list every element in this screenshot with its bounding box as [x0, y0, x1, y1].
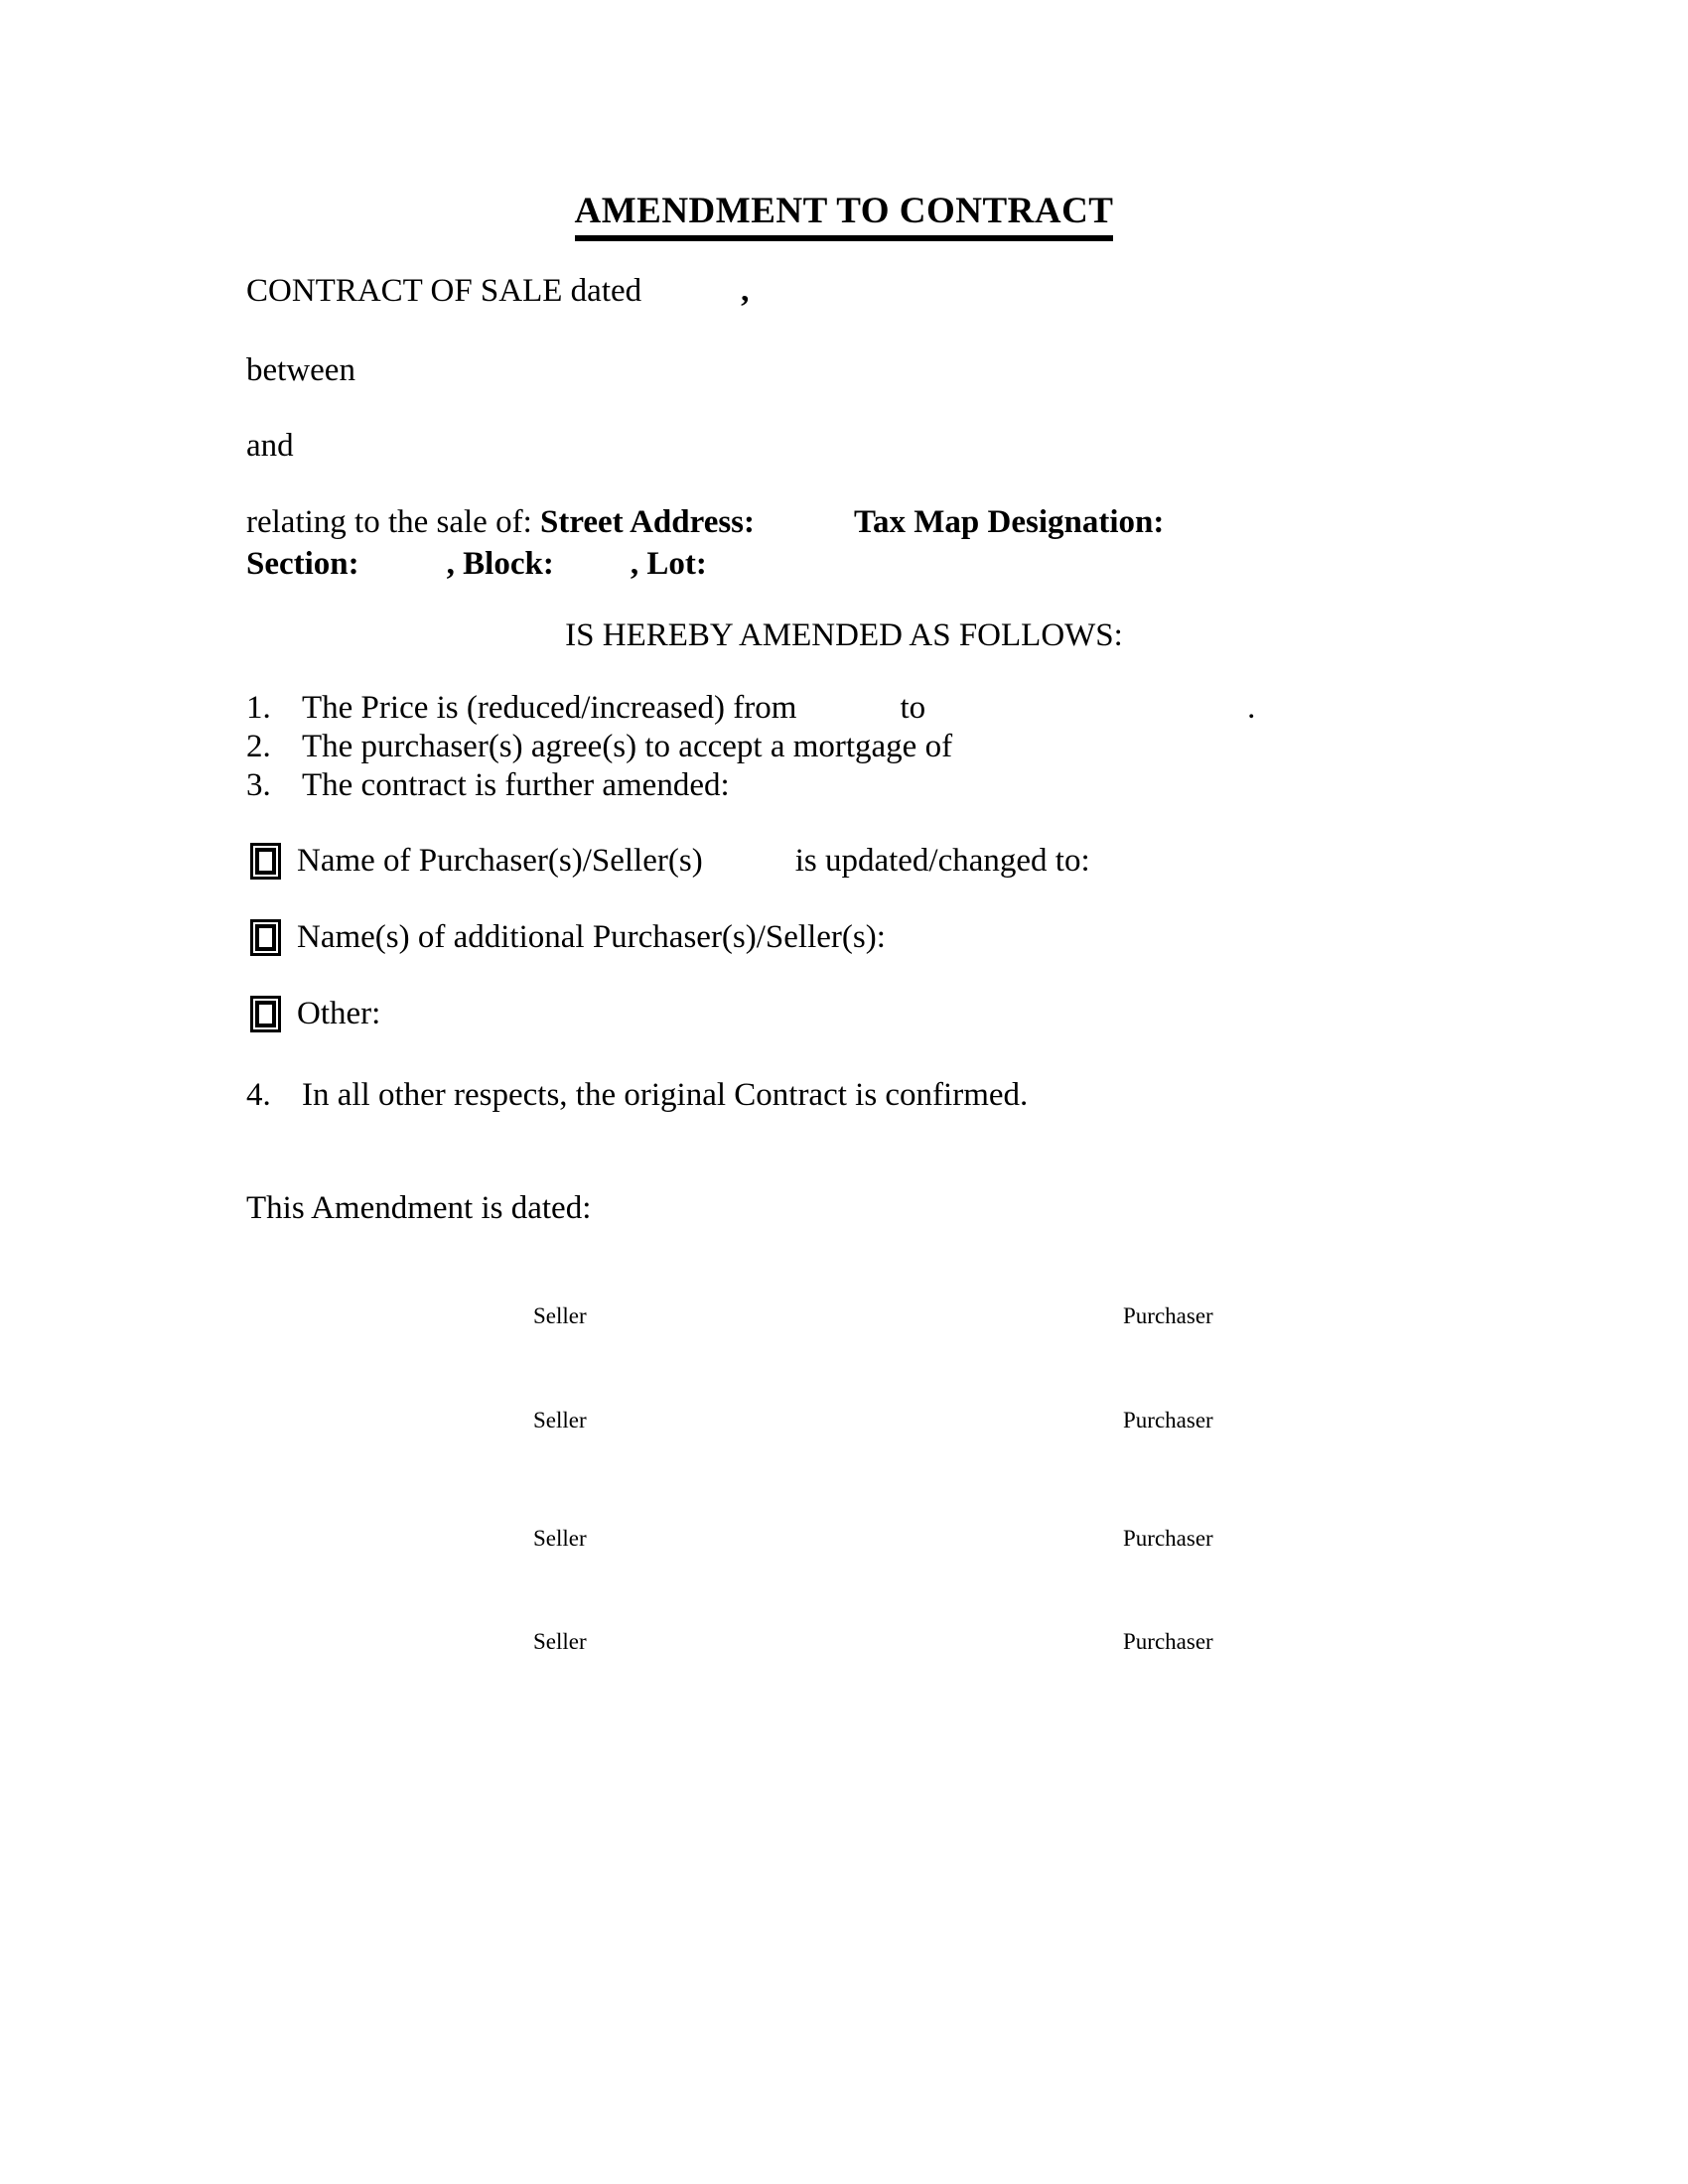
signature-row-2 [0, 1407, 1688, 1436]
list-item-confirmed [246, 1074, 1028, 1116]
checkbox-inner-icon [255, 1001, 276, 1027]
item-number: 4. [246, 1077, 271, 1113]
checkbox-inner-icon [255, 924, 276, 951]
item-number: 3. [246, 767, 271, 803]
additional-names-label: Name(s) of additional Purchaser(s)/Seller(s): [297, 919, 886, 955]
name-update-label: Name of Purchaser(s)/Seller(s) [297, 843, 703, 879]
name-update-suffix: is updated/changed to: [794, 843, 1090, 879]
amendment-dated-text: This Amendment is dated: [246, 1190, 592, 1226]
relating-line [246, 501, 1164, 543]
seller-label: Seller [533, 1526, 587, 1551]
contract-date-comma: , [741, 273, 750, 309]
name-update-checkbox[interactable] [250, 843, 281, 880]
block-blank-field[interactable] [554, 573, 631, 574]
mortgage-text: The purchaser(s) agree(s) to accept a mortgage of [302, 729, 953, 764]
other-checkbox[interactable] [250, 996, 281, 1032]
list-item-mortgage [246, 726, 952, 767]
title-row [0, 191, 1688, 241]
between-text: between [246, 352, 355, 388]
price-from-blank-field[interactable] [796, 717, 900, 718]
price-to-blank-field[interactable] [925, 717, 1247, 718]
contract-confirmed-text: In all other respects, the original Contract is confirmed. [302, 1077, 1029, 1113]
street-address-label: Street Address: [540, 504, 756, 540]
price-change-text: The Price is (reduced/increased) from [302, 690, 797, 726]
seller-name-blank-field[interactable] [355, 379, 677, 380]
further-amended-text: The contract is further amended: [302, 767, 730, 803]
price-sentence-period: . [1247, 690, 1256, 726]
contract-of-sale-line [246, 270, 749, 312]
contract-date-blank-field[interactable] [641, 300, 741, 301]
purchaser-label: Purchaser [1123, 1408, 1213, 1433]
price-to-word: to [900, 690, 926, 726]
amended-heading-row [0, 614, 1688, 656]
purchaser-label: Purchaser [1123, 1629, 1213, 1654]
signature-row-1 [0, 1302, 1688, 1332]
amendment-date-blank-field[interactable] [591, 1217, 913, 1218]
seller-label: Seller [533, 1303, 587, 1328]
other-label: Other: [297, 996, 381, 1031]
between-line [246, 349, 677, 391]
contract-of-sale-text: CONTRACT OF SALE dated [246, 273, 642, 309]
tax-map-designation-label: Tax Map Designation: [854, 504, 1165, 540]
amended-heading: IS HEREBY AMENDED AS FOLLOWS: [565, 617, 1123, 653]
additional-names-row [250, 915, 886, 959]
signature-row-4 [0, 1628, 1688, 1658]
item-number: 1. [246, 690, 271, 726]
street-address-blank-field[interactable] [755, 531, 854, 532]
and-text: and [246, 428, 294, 464]
purchaser-label: Purchaser [1123, 1526, 1213, 1551]
relating-prefix-text: relating to the sale of: [246, 504, 532, 540]
document-title: AMENDMENT TO CONTRACT [575, 191, 1114, 241]
block-label: , Block: [446, 546, 554, 582]
amendment-dated-line [246, 1187, 913, 1229]
lot-label: , Lot: [630, 546, 707, 582]
item-number: 2. [246, 729, 271, 764]
name-update-row [250, 839, 1090, 883]
name-update-blank-field[interactable] [703, 861, 795, 862]
and-line [246, 425, 616, 467]
purchaser-name-blank-field[interactable] [294, 455, 616, 456]
section-blank-field[interactable] [359, 573, 447, 574]
list-item-price [246, 687, 1255, 729]
section-label: Section: [246, 546, 359, 582]
seller-label: Seller [533, 1629, 587, 1654]
purchaser-label: Purchaser [1123, 1303, 1213, 1328]
list-item-further-amended [246, 764, 730, 806]
section-block-lot-line [246, 543, 707, 585]
signature-row-3 [0, 1525, 1688, 1555]
seller-label: Seller [533, 1408, 587, 1433]
additional-names-checkbox[interactable] [250, 919, 281, 956]
checkbox-inner-icon [255, 848, 276, 875]
other-row [250, 992, 380, 1035]
